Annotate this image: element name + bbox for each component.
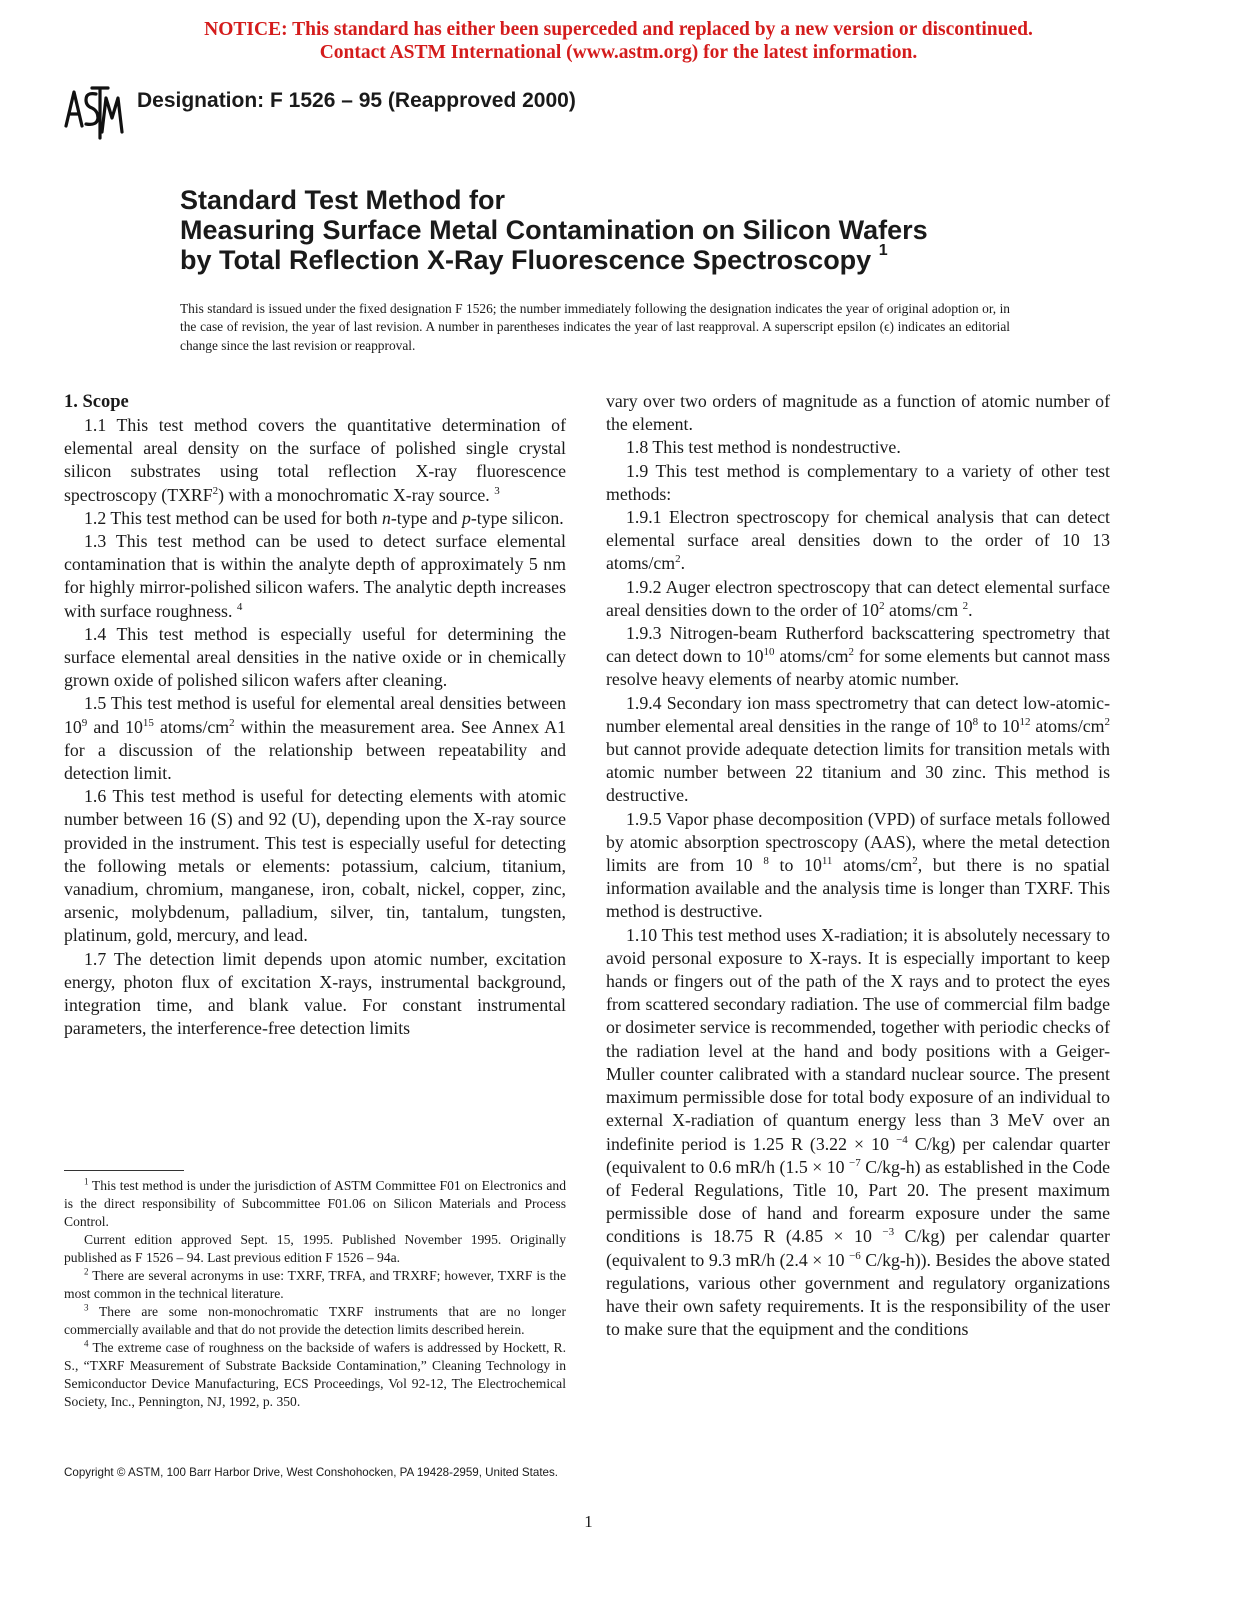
- paragraph-1-9-5: 1.9.5 Vapor phase decomposition (VPD) of surface metals followed by atomic absorption spectroscopy (AAS), where the metal detection limits are from 10 $^8$ to $10^{11}$ atoms/$cm^2$, but there is no spatial information available and the analysis time is longer than TXRF. This method is destructive.: [606, 808, 1110, 922]
- paragraph-1-8: 1.8 This test method is nondestructive.: [626, 437, 901, 458]
- paragraph-1-1: 1.1 This test method covers the quantitative determination of elemental areal density on the surface of polished single crystal silicon substrates using total reflection X-ray fluorescence spectroscopy (TXRF$^2$) with a monochromatic X-ray source. $^3$: [64, 415, 566, 505]
- issued-note: This standard is issued under the fixed designation F 1526; the number immediately following the designation indicates the year of original adoption or, in the case of revision, the year of last revision. A number in parentheses indicates the year of last reapproval. A superscript epsilon (ϵ) indicates an editorial change since the last revision or reapproval.: [180, 301, 1010, 353]
- right-column: [606, 390, 1110, 1341]
- footnote-3: $^3$ There are some non-monochromatic TXRF instruments that are no longer commercially available and that do not provide the detection limits described herein.: [64, 1302, 566, 1337]
- paragraph-1-4: 1.4 This test method is especially useful for determining the surface elemental areal densities in the native oxide or in chemically grown oxide of polished silicon wafers after cleaning.: [64, 623, 566, 691]
- footnote-4: $^4$ The extreme case of roughness on the backside of wafers is addressed by Hockett, R. S., “TXRF Measurement of Substrate Backside Contamination,” Cleaning Technology in Semiconductor Device Manufacturing, ECS Proceedings, Vol 92-12, The Electrochemical Society, Inc., Pennington, NJ, 1992, p. 350.: [64, 1338, 567, 1409]
- copyright-line: Copyright © ASTM, 100 Barr Harbor Drive, West Conshohocken, PA 19428-2959, United States.: [64, 1466, 559, 1479]
- paragraph-1-9: 1.9 This test method is complementary to a variety of other test methods:: [606, 460, 1110, 504]
- paragraph-1-6: 1.6 This test method is useful for detecting elements with atomic number between 16 (S) and 92 (U), depending upon the X-ray source provided in the instrument. This test is especially useful for detecting the following metals or elements: potassium, calcium, titanium, vanadium, chromium, manganese, iron, cobalt, nickel, copper, zinc, arsenic, molybdenum, palladium, silver, tin, tantalum, tungsten, platinum, gold, mercury, and lead.: [64, 786, 566, 946]
- designation: Designation: F 1526 – 95 (Reapproved 2000): [137, 89, 576, 112]
- left-column: [64, 390, 566, 1040]
- astm-logo-icon: [62, 84, 126, 142]
- paragraph-1-9-2: 1.9.2 Auger electron spectroscopy that can detect elemental surface areal densities down to the order of $10^2$ atoms/cm $^2$.: [606, 576, 1110, 620]
- footnote-1-edition: Current edition approved Sept. 15, 1995. Published November 1995. Originally published as F 1526 – 94. Last previous edition F 1526 – 94a.: [64, 1232, 566, 1265]
- footnote-2: $^2$ There are several acronyms in use: TXRF, TRFA, and TRXRF; however, TXRF is the most common in the technical literature.: [64, 1266, 566, 1301]
- paragraph-1-10: 1.10 This test method uses X-radiation; it is absolutely necessary to avoid personal exposure to X-rays. It is especially important to keep hands or fingers out of the path of the X rays and to protect the eyes from scattered secondary radiation. The use of commercial film badge or dosimeter service is recommended, together with periodic checks of the radiation level at the hand and body positions with a Geiger-Muller counter calibrated with a standard nuclear source. The present maximum permissible dose for total body exposure of an individual to external X-radiation of quantum energy less than 3 MeV over an indefinite period is 1.25 R (3.22 × 10 $^{-4}$ C/kg) per calendar quarter (equivalent to 0.6 mR/h (1.5 × 10 $^{-7}$ C/kg-h) as established in the Code of Federal Regulations, Title 10, Part 20. The present maximum permissible dose of hand and forearm exposure under the same conditions is 18.75 R (4.85 × 10 $^{-3}$ C/kg) per calendar quarter (equivalent to 9.3 mR/h (2.4 × 10 $^{-6}$ C/kg-h)). Besides the above stated regulations, various other government and regulatory organizations have their own safety requirements. It is the responsibility of the user to make sure that the equipment and the conditions: [606, 924, 1110, 1340]
- footnote-ref: 3: [494, 484, 500, 497]
- title-line-2: Measuring Surface Metal Contamination on Silicon Wafers: [180, 215, 928, 245]
- title-line-3: by Total Reflection X-Ray Fluorescence Spectroscopy: [180, 245, 872, 275]
- paragraph-1-9-3: 1.9.3 Nitrogen-beam Rutherford backscattering spectrometry that can detect down to $10^{10}$ atoms/$cm^2$ for some elements but cannot mass resolve heavy elements of nearby atomic number.: [606, 623, 1110, 690]
- notice-banner: [0, 18, 1237, 64]
- title-line-1: Standard Test Method for: [180, 185, 506, 215]
- document-title: [180, 185, 928, 275]
- footnote-divider: [64, 1170, 184, 1171]
- paragraph-1-9-4: 1.9.4 Secondary ion mass spectrometry that can detect low-atomic-number elemental areal densities in the range of $10^8$ to $10^{12}$ atoms/$cm^2$ but cannot provide adequate detection limits for transition metals with atomic number between 22 titanium and 30 zinc. This method is destructive.: [606, 692, 1110, 806]
- notice-line-1: NOTICE: This standard has either been superceded and replaced by a new version or discontinued.: [204, 19, 1033, 40]
- paragraph-1-9-1: 1.9.1 Electron spectroscopy for chemical analysis that can detect elemental surface areal densities down to the order of 10 13 atoms/$cm^2$.: [606, 507, 1110, 574]
- paragraph-1-7-continued: vary over two orders of magnitude as a function of atomic number of the element.: [606, 391, 1110, 435]
- section-heading-scope: 1. Scope: [64, 392, 129, 412]
- paragraph-1-7: 1.7 The detection limit depends upon atomic number, excitation energy, photon flux of excitation X-rays, instrumental background, integration time, and blank value. For constant instrumental parameters, the interference-free detection limits: [64, 948, 566, 1039]
- paragraph-1-2: 1.2 This test method can be used for both n-type and p-type silicon.: [84, 507, 564, 528]
- paragraph-1-5: 1.5 This test method is useful for elemental areal densities between $10^9$ and $10^{15}$ atoms/$cm^2$ within the measurement area. See Annex A1 for a discussion of the relationship between repeatability and detection limit.: [64, 693, 566, 784]
- footnote-1: $^1$ This test method is under the jurisdiction of ASTM Committee F01 on Electronics and is the direct responsibility of Subcommittee F01.06 on Silicon Materials and Process Control.: [64, 1176, 566, 1229]
- page-number: 1: [584, 1512, 593, 1531]
- paragraph-1-3: 1.3 This test method can be used to detect surface elemental contamination that is within the analyte depth of approximately 5 nm for highly mirror-polished silicon wafers. The analytic depth increases with surface roughness. $^4$: [64, 531, 566, 621]
- title-footnote-ref: 1: [878, 242, 888, 259]
- footnotes: [64, 1177, 566, 1411]
- notice-line-2: Contact ASTM International (www.astm.org) for the latest information.: [319, 42, 918, 63]
- footnote-ref: 4: [236, 600, 243, 613]
